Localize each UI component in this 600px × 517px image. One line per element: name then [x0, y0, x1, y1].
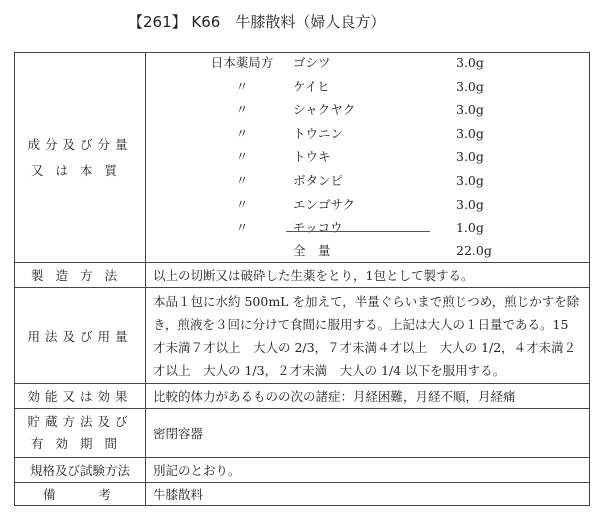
- label-line: 有効期間: [30, 436, 129, 451]
- ingredient-source: 〃: [235, 196, 249, 212]
- total-divider: [286, 231, 430, 232]
- ingredient-amount: 3.0g: [456, 78, 484, 94]
- total-amount: 22.0g: [456, 243, 492, 258]
- remarks-text: 牛膝散料: [146, 483, 590, 506]
- ingredient-source: 〃: [235, 149, 249, 165]
- spec-text: 別記のとおり。: [146, 458, 590, 483]
- usage-text: 本品１包に水約 500mL を加えて，半量ぐらいまで煎じつめ，煎じかすを除き，煎液を３回に分けて食間に服用する。上記は大人の１日量である。15 才未満７才以上 大人の 2/3，７才未満４才以上 大人の 1/2，４才未満２才以上 大人の 1/3，２才未満 大人の 1/4 以下を服用する。: [146, 288, 590, 384]
- label-efficacy: 効能又は効果: [15, 384, 146, 409]
- row-storage: [15, 409, 590, 458]
- storage-text: 密閉容器: [146, 409, 590, 458]
- formula-table: [14, 52, 590, 506]
- document-title: 【261】 K66 牛膝散料（婦人良方）: [128, 13, 386, 31]
- ingredient-name: ゴシツ: [293, 55, 331, 70]
- ingredient-source: 〃: [235, 173, 249, 188]
- label-line: 貯蔵方法及び: [27, 414, 133, 429]
- ingredient-source: 日本薬局方: [210, 55, 274, 70]
- ingredient-name: ボタンピ: [293, 173, 344, 188]
- ingredient-amount: 3.0g: [456, 149, 484, 165]
- ingredient-row: [146, 169, 589, 193]
- row-remarks: [15, 483, 590, 506]
- label-manufacture: 製造方法: [15, 263, 146, 288]
- ingredient-source: 〃: [235, 102, 249, 118]
- row-ingredients: [15, 53, 590, 263]
- ingredient-source: 〃: [235, 220, 249, 236]
- ingredient-row: [146, 193, 589, 217]
- label-line: 又は本質: [30, 162, 129, 178]
- ingredient-row: [146, 145, 589, 169]
- row-usage: [15, 288, 590, 384]
- row-manufacture: [15, 263, 590, 288]
- label-ingredients: [15, 53, 146, 263]
- ingredient-row: [146, 122, 589, 146]
- ingredient-amount: 3.0g: [456, 173, 484, 188]
- ingredient-row: [146, 51, 589, 75]
- ingredient-row: [146, 75, 589, 99]
- ingredient-name: ケイヒ: [293, 78, 330, 94]
- ingredient-amount: 3.0g: [456, 102, 484, 118]
- total-row: [146, 239, 589, 263]
- label-storage: [15, 409, 146, 458]
- ingredient-name: モッコウ: [293, 220, 343, 236]
- row-efficacy: [15, 384, 590, 409]
- ingredient-name: トウニン: [293, 125, 344, 141]
- ingredient-amount: 3.0g: [456, 55, 484, 70]
- label-line: 成分及び分量: [27, 136, 133, 152]
- label-remarks: 備 考: [15, 483, 146, 506]
- ingredient-row: [146, 98, 589, 122]
- ingredient-row: [146, 216, 589, 240]
- manufacture-text: 以上の切断又は破砕した生薬をとり，1包として製する。: [146, 263, 590, 288]
- row-spec: [15, 458, 590, 483]
- efficacy-text: 比較的体力があるものの次の諸症：月経困難，月経不順，月経痛: [146, 384, 590, 409]
- label-usage: 用法及び用量: [15, 288, 146, 384]
- label-spec: 規格及び試験方法: [15, 458, 146, 483]
- ingredient-name: エンゴサク: [293, 196, 356, 212]
- ingredient-source: 〃: [235, 125, 249, 141]
- total-label: 全 量: [293, 243, 331, 258]
- ingredient-amount: 3.0g: [456, 196, 484, 212]
- ingredient-name: シャクヤク: [293, 102, 356, 118]
- ingredient-name: トウキ: [293, 149, 331, 165]
- ingredient-amount: 3.0g: [456, 125, 484, 141]
- ingredient-amount: 1.0g: [456, 220, 484, 236]
- ingredients-cell: [146, 53, 590, 263]
- ingredient-source: 〃: [235, 78, 249, 94]
